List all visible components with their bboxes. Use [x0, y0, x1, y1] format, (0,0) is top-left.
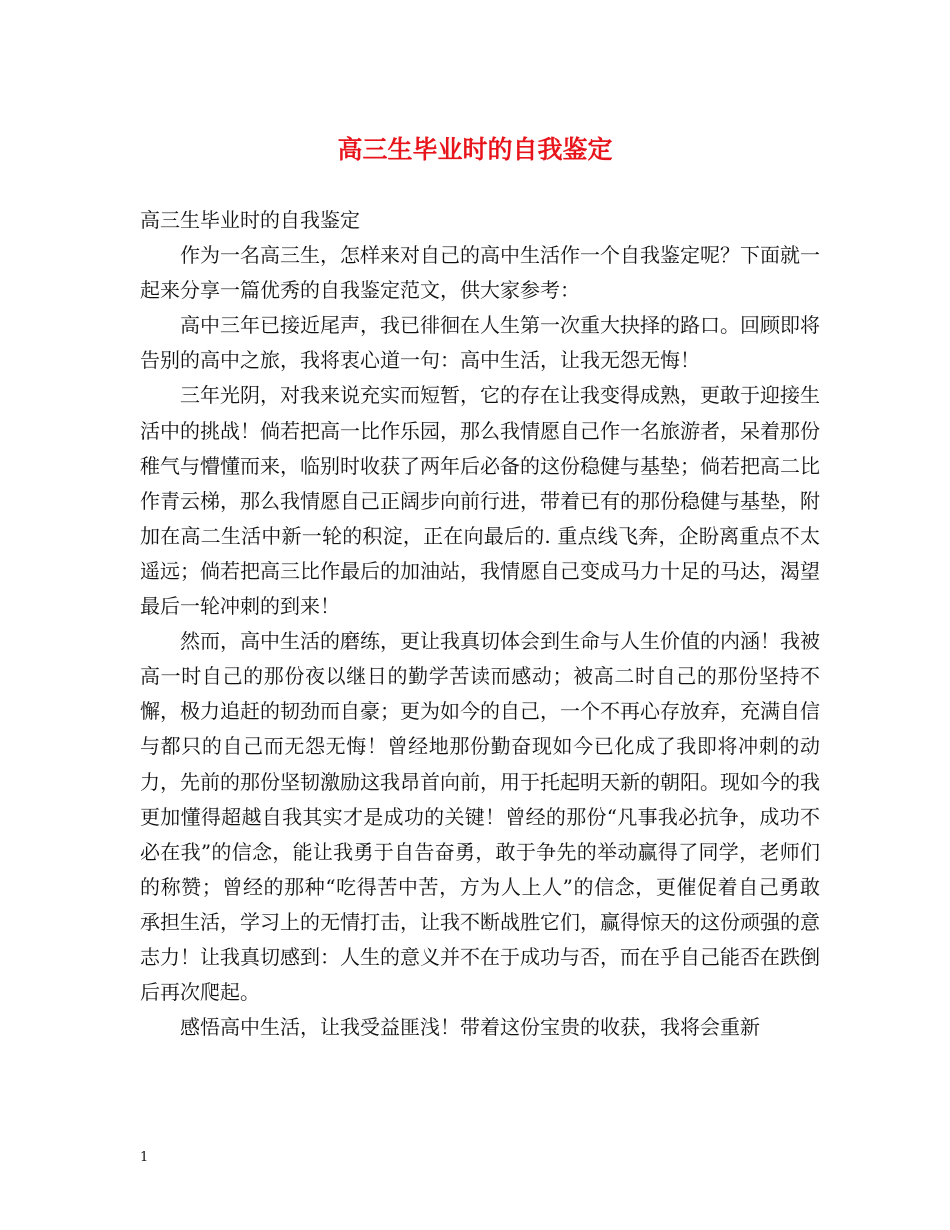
- paragraph-intro: 作为一名高三生，怎样来对自己的高中生活作一个自我鉴定呢？下面就一起来分享一篇优秀的自我鉴定范文，供大家参考：: [140, 243, 820, 303]
- page-number: 1: [140, 1150, 149, 1165]
- document-title: 高三生毕业时的自我鉴定: [337, 135, 613, 164]
- paragraph-5: 感悟高中生活，让我受益匪浅！带着这份宝贵的收获，我将会重新: [180, 1015, 760, 1040]
- document-body: [140, 203, 820, 1045]
- document-subtitle: 高三生毕业时的自我鉴定: [140, 208, 360, 232]
- paragraph-3: 三年光阴，对我来说充实而短暂，它的存在让我变得成熟，更敢于迎接生活中的挑战！倘若把高一比作乐园，那么我情愿自己作一名旅游者，呆着那份稚气与懵懂而来，临别时收获了两年后必备的这份稳健与基垫；倘若把高二比作青云梯，那么我情愿自己正阔步向前行进，带着已有的那份稳健与基垫，附加在高二生活中新一轮的积淀，正在向最后的. 重点线飞奔，企盼离重点不太遥远；倘若把高三比作最后的加油站，我情愿自己变成马力十足的马达，渴望最后一轮冲刺的到来！: [140, 383, 820, 619]
- paragraph-4: 然而，高中生活的磨练，更让我真切体会到生命与人生价值的内涵！我被高一时自己的那份夜以继日的勤学苦读而感动；被高二时自己的那份坚持不懈，极力追赶的韧劲而自豪；更为如今的自己，一个不再心存放弃，充满自信与都只的自己而无怨无悔！曾经地那份勤奋现如今已化成了我即将冲刺的动力，先前的那份坚韧激励这我昂首向前，用于托起明天新的朝阳。现如今的我更加懂得超越自我其实才是成功的关键！曾经的那份“凡事我必抗争，成功不必在我”的信念，能让我勇于自告奋勇，敢于争先的举动赢得了同学，老师们的称赞；曾经的那种“吃得苦中苦，方为人上人”的信念，更催促着自己勇敢承担生活，学习上的无情打击，让我不断战胜它们，赢得惊天的这份顽强的意志力！让我真切感到：人生的意义并不在于成功与否，而在乎自己能否在跌倒后再次爬起。: [140, 629, 820, 1005]
- paragraph-2: 高中三年已接近尾声，我已徘徊在人生第一次重大抉择的路口。回顾即将告别的高中之旅，我将衷心道一句：高中生活，让我无怨无悔！: [140, 313, 820, 373]
